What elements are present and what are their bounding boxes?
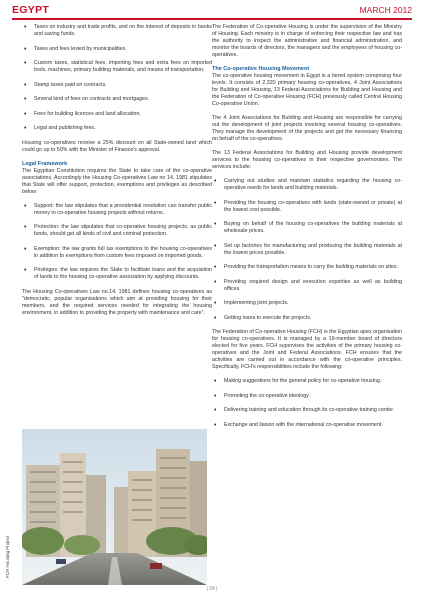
list-item: • Implementing joint projects. (212, 300, 402, 307)
list-item: • Protection: the law stipulates that co-operative housing projects, as public funds, should get all kinds of civil and criminal protection. (22, 224, 212, 238)
federal-associations-paragraph: The 13 Federal Associations for Building and Housing provide development services to the housing co-operatives in their respective governorates. The services include: (212, 150, 402, 170)
list-item: • Privileges: the law requires the State to facilitate loans and the acquisition of lands to the housing co-operative association by applying discounts. (22, 267, 212, 281)
list-item: • Fees for building licences and land allocation. (22, 111, 212, 118)
list-item: • Exchange and liaison with the international co-operative movement. (212, 422, 402, 429)
list-item: • Support: the law stipulates that a presidential resolution can transfer public money to co-operative housing projects without returns. (22, 203, 212, 217)
list-item: • Carrying out studies and maintain statistics regarding the housing co-operative needs for lands and building materials. (212, 178, 402, 192)
law-definition-paragraph: The Housing Co-operatives Law no.14, 1981 defines housing co-operatives as "democratic, popular organisations which aim at providing housing for their members, and the required services needed for integrating the housing environment, in addition to providing the property with maintenance and care". (22, 288, 212, 316)
list-item: • Providing the housing co-operatives with lands (state-owned or private) at the lowest cost possible. (212, 200, 402, 214)
country-title: EGYPT (12, 4, 50, 16)
tiered-system-paragraph: The co-operative housing movement in Egypt is a tiered system comprising four levels. It consists of 2,320 primary housing co-operatives, 4 Joint Associations for Building and Housing, 13 Federal Associations for Building and Housing and the Federation of Co-operative Housing (FCH) previously called Central Housing Co-operative Union. (212, 73, 402, 107)
list-item: • Delivering training and education through its co-operative training center. (212, 407, 402, 414)
list-item: • Set up factories for manufacturing and producing the building materials at the lowest prices possible. (212, 243, 402, 257)
list-item: • Making suggestions for the general policy for co-operative housing. (212, 378, 402, 385)
list-item: • Taxes on industry and trade profits, and on the interest of deposits in banks and saving funds. (22, 24, 212, 38)
page-header (12, 4, 412, 18)
fch-responsibilities-list (212, 378, 402, 429)
list-item: • Buying on behalf of the housing co-operatives the building materials at wholesale prices. (212, 221, 402, 235)
right-column (212, 24, 402, 436)
list-item: • Providing required design and execution expertise as well as building offices. (212, 279, 402, 293)
list-item: • Promoting the co-operative ideology. (212, 393, 402, 400)
list-item: • Getting loans to execute the projects. (212, 315, 402, 322)
discount-paragraph: Housing co-operatives receive a 25% discount on all State-owned land which could go up to 50% with the Minister of Finance's approval. (22, 139, 212, 153)
list-item: • Taxes and fees levied by municipalities. (22, 46, 212, 53)
list-item: • Stamp taxes paid on contracts. (22, 82, 212, 89)
services-list (212, 178, 402, 322)
tax-exemptions-list (22, 24, 212, 132)
photo-caption: FCH Housing Project (5, 535, 10, 578)
list-item: • Exemption: the law grants full tax exemptions to the housing co-operatives in addition to exemptions from custom fees imposed on imported goods. (22, 246, 212, 260)
constitution-paragraph: The Egyptian Constitution requires the State to take care of the co-operative associations. Accordingly the Housing Co-operatives Law no 14, 1981 stipulates that State will offer support, protection, exemptions and privileges as described below: (22, 167, 212, 195)
issue-date: MARCH 2012 (359, 5, 412, 15)
left-column (22, 24, 212, 324)
page-number: | 24 | (206, 586, 218, 592)
list-item: • Providing the transportation means to carry the building materials on sites. (212, 264, 402, 271)
housing-movement-heading: The Co-operative Housing Movement (212, 66, 310, 72)
legal-framework-heading: Legal Framework (22, 160, 68, 167)
header-rule (12, 18, 412, 20)
list-item: • Several kind of fees on contracts and mortgages. (22, 96, 212, 103)
fch-paragraph: The Federation of Co-operative Housing (FCH) is the Egyptian apex organisation for housing co-operatives. It is managed by a 19-member board of directors elected for five years. FCH supervises the activities of the primary housing co-operatives and the Joint and Federal Associations. FCH ensures that the activities are carried out in accordance with the co-operative principles. Specifically, FCH's responsibilities include the following: (212, 329, 402, 370)
list-item: • Custom taxes, statistical fees, importing fees and extra fees on imported tools, machines, primary building materials, and means of transportation. (22, 60, 212, 74)
state-support-list (22, 203, 212, 282)
list-item: • Legal and publishing fees. (22, 125, 212, 132)
federation-paragraph: The Federation of Co-operative Housing is under the supervision of the Ministry of Housing. Each ministry is in charge of enforcing their respective law and has the authority to inspect the administrative and financial administration, and monitor the boards of directors, the managers and the employees of housing co-operatives. (212, 24, 402, 58)
joint-associations-paragraph: The 4 Joint Associations for Building and Housing are responsible for carrying out the development of joint projects involving several housing co-operatives. They manage the development of the projects and get the necessary financing on behalf of the co-operatives. (212, 115, 402, 142)
housing-project-photo (22, 429, 207, 585)
